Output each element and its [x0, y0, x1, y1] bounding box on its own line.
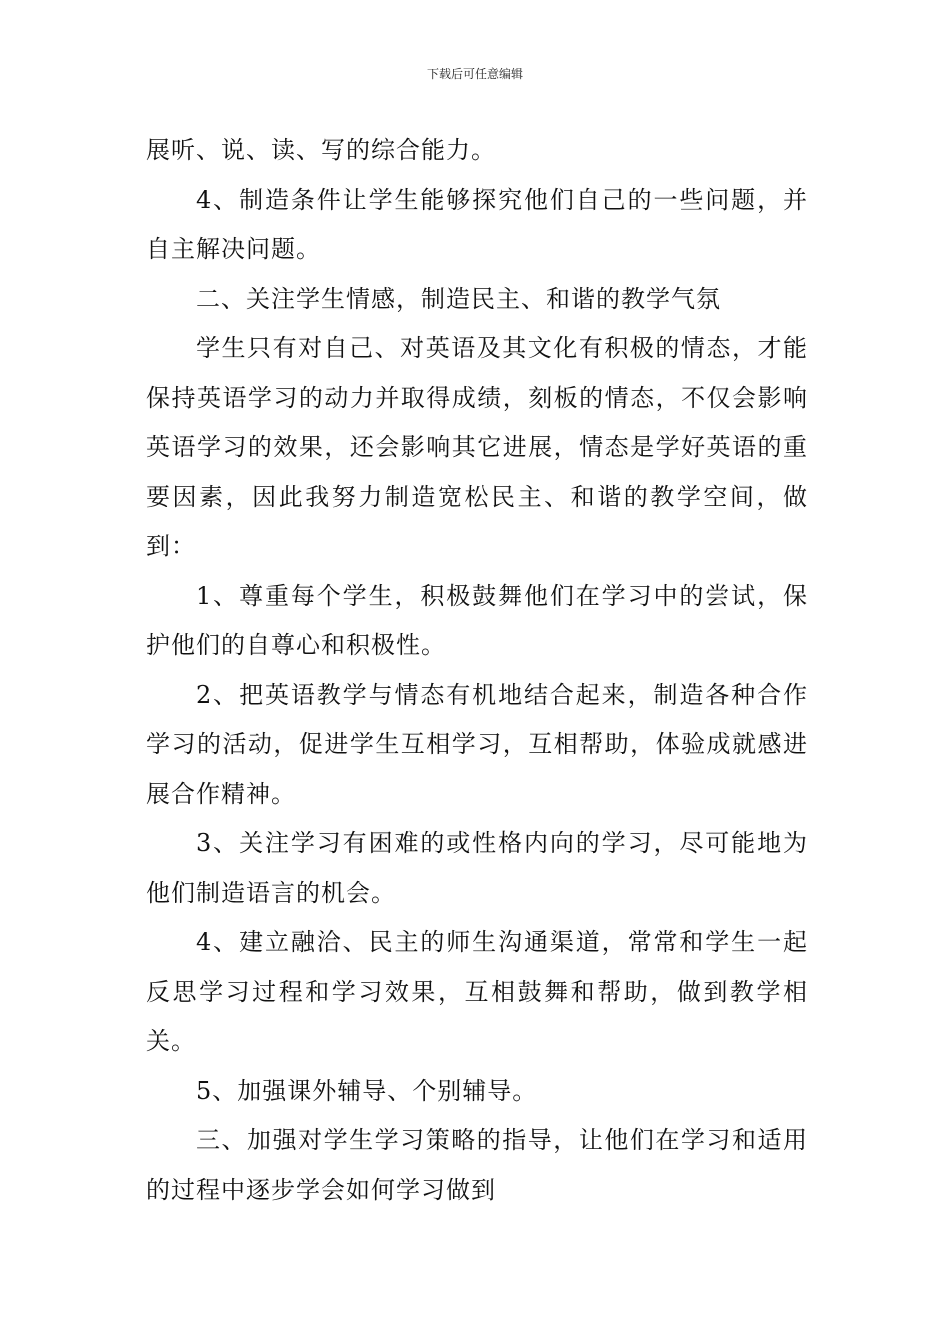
paragraph-intro: 学生只有对自己、对英语及其文化有积极的情态，才能保持英语学习的动力并取得成绩，刻板的情态，不仅会影响英语学习的效果，还会影响其它进展，情态是学好英语的重要因素，因此我努力制造宽松民主、和谐的教学空间，做到：: [146, 334, 808, 560]
document-body: [146, 126, 808, 1215]
paragraph-item-4b: 4、建立融洽、民主的师生沟通渠道，常常和学生一起反思学习过程和学习效果，互相鼓舞和帮助，做到教学相关。: [146, 928, 808, 1055]
section-heading-3: 三、加强对学生学习策略的指导，让他们在学习和适用的过程中逐步学会如何学习做到: [146, 1126, 808, 1204]
paragraph-item-1: 1、尊重每个学生，积极鼓舞他们在学习中的尝试，保护他们的自尊心和积极性。: [146, 581, 808, 659]
section-heading-2: 二、关注学生情感，制造民主、和谐的教学气氛: [196, 284, 721, 313]
paragraph-item-3: 3、关注学习有困难的或性格内向的学习，尽可能地为他们制造语言的机会。: [146, 829, 808, 907]
paragraph-continuation: 展听、说、读、写的综合能力。: [146, 136, 496, 164]
page-header: 下载后可任意编辑: [426, 67, 523, 81]
paragraph-item-4: 4、制造条件让学生能够探究他们自己的一些问题，并自主解决问题。: [146, 185, 808, 263]
paragraph-item-2: 2、把英语教学与情态有机地结合起来，制造各种合作学习的活动，促进学生互相学习，互相帮助，体验成就感进展合作精神。: [146, 680, 808, 808]
paragraph-item-5: 5、加强课外辅导、个别辅导。: [196, 1076, 538, 1105]
